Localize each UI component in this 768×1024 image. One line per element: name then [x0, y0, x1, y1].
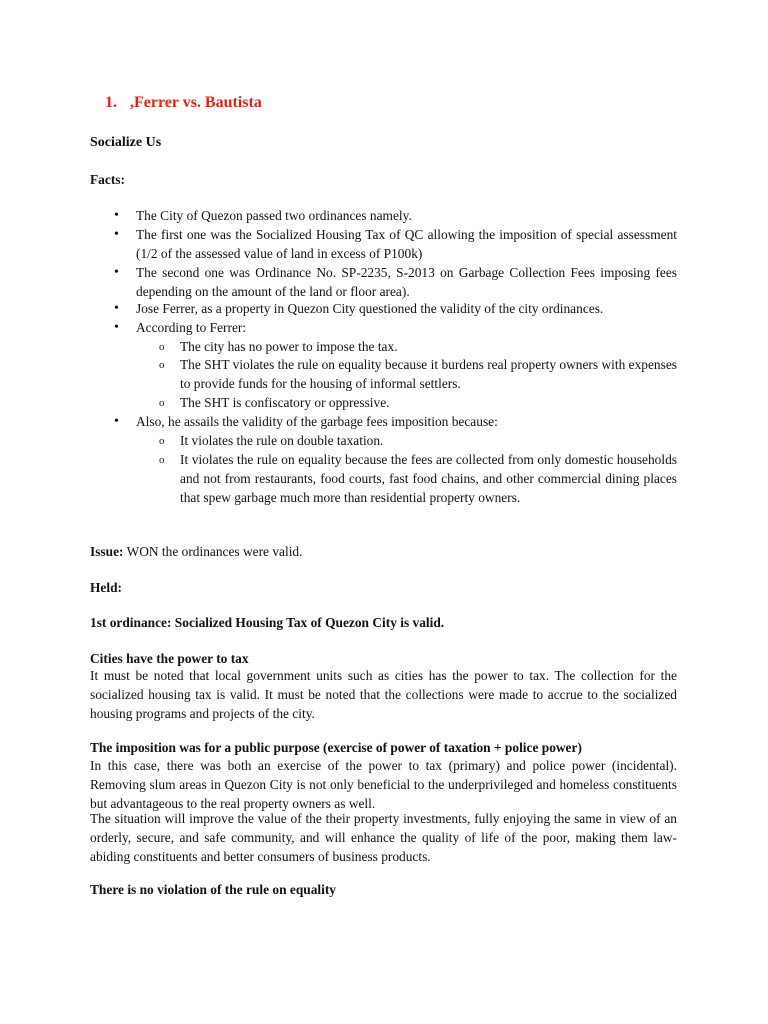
fact-item: The first one was the Socialized Housing Tax of QC allowing the imposition of special assessment (1/2 of the assessed value of land in excess of P100k) — [136, 227, 677, 261]
sub-bullet-icon: o — [159, 341, 165, 353]
fact-item: Also, he assails the validity of the garbage fees imposition because: — [136, 414, 498, 429]
bullet-icon: • — [114, 320, 119, 335]
equality-heading: There is no violation of the rule on equality — [90, 882, 337, 897]
sub-bullet-icon: o — [159, 435, 165, 447]
case-title — [105, 94, 262, 113]
fact-item: According to Ferrer: — [136, 320, 247, 335]
public-purpose-heading: The imposition was for a public purpose (exercise of power of taxation + police power) — [90, 740, 582, 755]
power-to-tax-paragraph: It must be noted that local government units such as cities has the power to tax. The collection for the socialized housing tax is valid. It must be noted that the collections were made to accrue to the socialized housing programs and projects of the city. — [90, 668, 677, 721]
issue-text: WON the ordinances were valid. — [123, 544, 303, 559]
sub-bullet-icon: o — [159, 397, 165, 409]
bullet-icon: • — [114, 265, 119, 280]
issue-label: Issue: — [90, 544, 124, 559]
public-purpose-paragraph: In this case, there was both an exercise of the power to tax (primary) and police power (incidental). Removing slum areas in Quezon City is not only beneficial to the underprivileged and homeless constituents but advantageous to the real property owners as well. — [90, 758, 677, 811]
bullet-icon: • — [114, 208, 119, 223]
bullet-icon: • — [114, 414, 119, 429]
fact-sub-item: It violates the rule on double taxation. — [180, 433, 384, 448]
sub-bullet-icon: o — [159, 359, 165, 371]
fact-sub-item: The SHT violates the rule on equality because it burdens real property owners with expenses to provide funds for the housing of informal settlers. — [180, 357, 677, 391]
fact-item: The second one was Ordinance No. SP-2235, S-2013 on Garbage Collection Fees imposing fees depending on the amount of the land or floor area). — [136, 265, 677, 299]
fact-sub-item: It violates the rule on equality because the fees are collected from only domestic households and not from restaurants, food courts, fast food chains, and other commercial dining places that spew garbage much more than residential property owners. — [180, 452, 677, 505]
case-title-text: ,Ferrer vs. Bautista — [130, 94, 262, 111]
case-subtitle: Socialize Us — [90, 135, 162, 150]
fact-sub-item: The SHT is confiscatory or oppressive. — [180, 395, 390, 410]
sub-bullet-icon: o — [159, 454, 165, 466]
first-ordinance-heading: 1st ordinance: Socialized Housing Tax of Quezon City is valid. — [90, 615, 445, 630]
bullet-icon: • — [114, 301, 119, 316]
case-number: 1. — [105, 94, 117, 111]
bullet-icon: • — [114, 227, 119, 242]
fact-item: The City of Quezon passed two ordinances namely. — [136, 208, 412, 223]
held-label: Held: — [90, 580, 122, 595]
public-purpose-paragraph-2: The situation will improve the value of the their property investments, fully enjoying the same in view of an orderly, secure, and safe community, and will enhance the quality of life of the poor, making them law-abiding constituents and better consumers of business products. — [90, 811, 677, 864]
facts-label: Facts: — [90, 172, 125, 187]
fact-sub-item: The city has no power to impose the tax. — [180, 339, 398, 354]
fact-item: Jose Ferrer, as a property in Quezon City questioned the validity of the city ordinances. — [136, 301, 604, 316]
issue-line — [90, 543, 677, 562]
power-to-tax-heading: Cities have the power to tax — [90, 651, 249, 666]
